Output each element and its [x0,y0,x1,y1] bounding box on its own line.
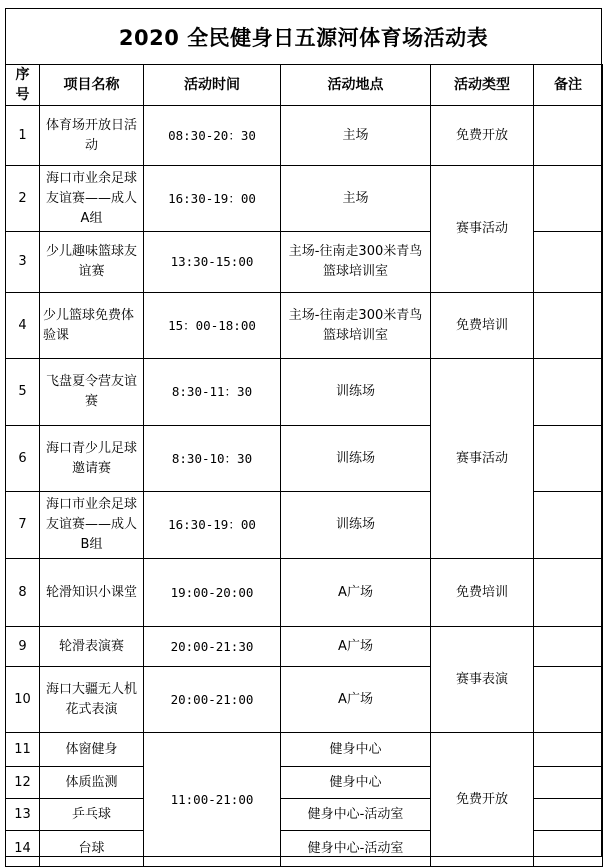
cell-seq: 3 [6,232,40,293]
cell-type: 免费培训 [431,559,534,627]
cell-seq: 10 [6,667,40,733]
cell-place: A广场 [281,627,431,667]
cell-name: 海口青少儿足球邀请赛 [40,426,144,492]
header-type: 活动类型 [431,65,534,106]
table-row [6,733,603,767]
cell-remark [534,166,603,232]
cell-name: 海口市业余足球友谊赛——成人B组 [40,492,144,559]
cell-type-merged: 赛事活动 [431,166,534,293]
cell-seq: 1 [6,106,40,166]
cell-time: 19:00-20:00 [144,559,281,627]
header-time: 活动时间 [144,65,281,106]
cell-type: 免费培训 [431,293,534,359]
cell-remark [534,426,603,492]
cell-remark [534,492,603,559]
cell-time: 20:00-21:00 [144,667,281,733]
cell-place: 训练场 [281,492,431,559]
cell-seq: 12 [6,767,40,799]
cell-place: 健身中心 [281,767,431,799]
cell-seq: 14 [6,831,40,867]
cell-place: 训练场 [281,426,431,492]
cell-type-merged: 赛事表演 [431,627,534,733]
cell-time: 16:30-19：00 [144,166,281,232]
cell-seq: 11 [6,733,40,767]
cell-remark [534,667,603,733]
cell-place: 健身中心-活动室 [281,799,431,831]
cell-place: 健身中心 [281,733,431,767]
cell-seq: 2 [6,166,40,232]
cell-place: 主场-往南走300米青鸟篮球培训室 [281,232,431,293]
cell-seq: 13 [6,799,40,831]
cell-place: 主场-往南走300米青鸟篮球培训室 [281,293,431,359]
cell-time: 13:30-15:00 [144,232,281,293]
cell-name: 海口市业余足球友谊赛——成人A组 [40,166,144,232]
cell-seq: 5 [6,359,40,426]
cell-place: 主场 [281,106,431,166]
cell-remark [534,767,603,799]
header-row [6,65,603,106]
schedule-table [5,64,603,867]
header-seq: 序号 [6,65,40,106]
table-row [6,106,603,166]
cell-place: A广场 [281,667,431,733]
cell-name: 轮滑表演赛 [40,627,144,667]
header-remark: 备注 [534,65,603,106]
cell-place: 健身中心-活动室 [281,831,431,867]
page-title: 2020 全民健身日五源河体育场活动表 [6,9,601,65]
cell-time: 15：00-18:00 [144,293,281,359]
cell-remark [534,733,603,767]
cell-remark [534,106,603,166]
cell-place: A广场 [281,559,431,627]
cell-name: 轮滑知识小课堂 [40,559,144,627]
cell-type-merged: 赛事活动 [431,359,534,559]
cell-name: 体窗健身 [40,733,144,767]
table-row [6,359,603,426]
table-row [6,293,603,359]
cell-type: 免费开放 [431,106,534,166]
cell-remark [534,627,603,667]
header-place: 活动地点 [281,65,431,106]
cell-name: 体质监测 [40,767,144,799]
cell-name: 少儿趣味篮球友谊赛 [40,232,144,293]
cell-remark [534,359,603,426]
cell-seq: 9 [6,627,40,667]
cell-name: 体育场开放日活动 [40,106,144,166]
table-row [6,627,603,667]
cell-time: 08:30-20：30 [144,106,281,166]
cell-time: 20:00-21:30 [144,627,281,667]
cell-name: 乒乓球 [40,799,144,831]
header-name: 项目名称 [40,65,144,106]
cell-seq: 4 [6,293,40,359]
table-row [6,559,603,627]
cell-seq: 8 [6,559,40,627]
cell-place: 训练场 [281,359,431,426]
cell-name: 海口大疆无人机花式表演 [40,667,144,733]
cell-name: 少儿篮球免费体验课 [40,293,144,359]
schedule-frame [5,8,602,857]
table-row [6,166,603,232]
cell-name: 飞盘夏令营友谊赛 [40,359,144,426]
cell-seq: 6 [6,426,40,492]
cell-name: 台球 [40,831,144,867]
cell-time: 16:30-19：00 [144,492,281,559]
cell-remark [534,559,603,627]
cell-seq: 7 [6,492,40,559]
cell-remark [534,831,603,867]
cell-time-merged: 11:00-21:00 [144,733,281,867]
cell-remark [534,232,603,293]
cell-type-merged: 免费开放 [431,733,534,867]
cell-remark [534,293,603,359]
cell-time: 8:30-11：30 [144,359,281,426]
cell-place: 主场 [281,166,431,232]
cell-time: 8:30-10：30 [144,426,281,492]
cell-remark [534,799,603,831]
